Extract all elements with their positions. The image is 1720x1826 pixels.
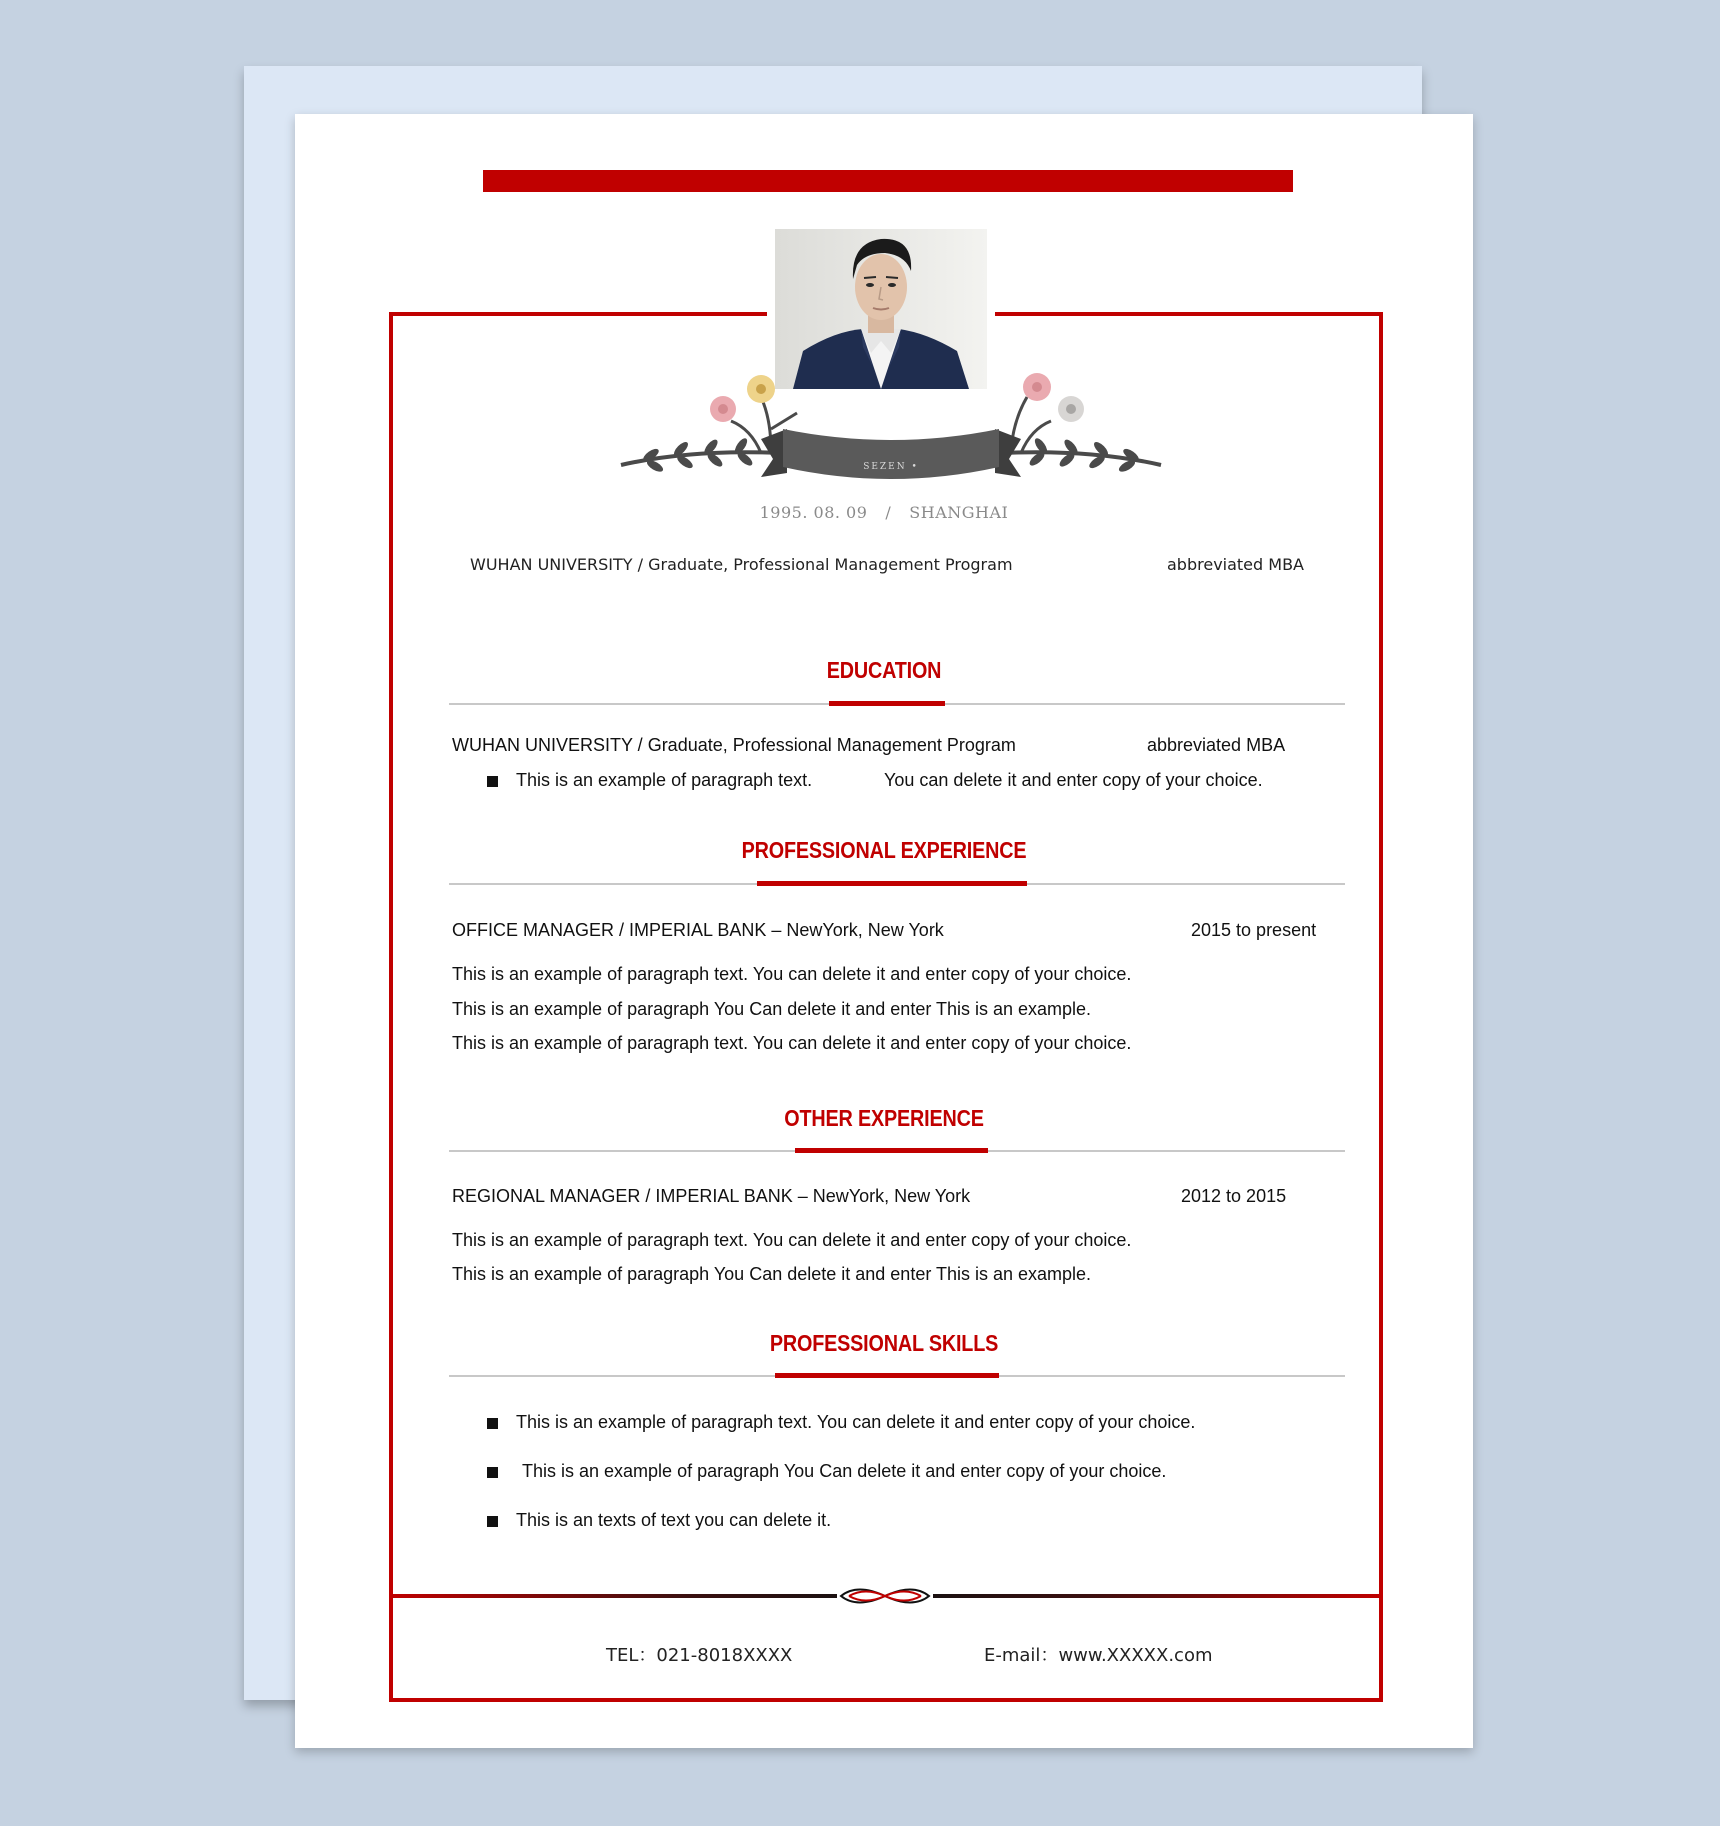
bullet-square bbox=[487, 1467, 498, 1478]
ribbon-text: SEZEN • bbox=[863, 462, 919, 472]
other-line-1: This is an example of paragraph text. You can delete it and enter copy of your choice. bbox=[452, 1230, 1132, 1250]
city: SHANGHAI bbox=[909, 503, 1009, 522]
intro-school: WUHAN UNIVERSITY / Graduate, Professional Management Program bbox=[470, 555, 1013, 574]
floral-ribbon-ornament bbox=[611, 369, 1171, 489]
other-experience-title: OTHER EXPERIENCE bbox=[784, 1105, 984, 1131]
other-line-2: This is an example of paragraph You Can delete it and enter This is an example. bbox=[452, 1264, 1092, 1284]
tel-number: 021-8018XXXX bbox=[656, 1645, 793, 1666]
email-address: www.XXXXX.com bbox=[1058, 1645, 1213, 1666]
bullet-square bbox=[487, 1418, 498, 1429]
education-detail-a: This is an example of paragraph text. bbox=[516, 770, 813, 790]
professional-skills-rule-accent bbox=[775, 1373, 999, 1378]
professional-position: OFFICE MANAGER / IMPERIAL BANK – NewYork, New York bbox=[452, 920, 944, 940]
other-position: REGIONAL MANAGER / IMPERIAL BANK – NewYork, New York bbox=[452, 1186, 971, 1206]
resume-page bbox=[295, 114, 1473, 1748]
education-rule-accent bbox=[829, 701, 945, 706]
education-school: WUHAN UNIVERSITY / Graduate, Professional Management Program bbox=[452, 735, 1016, 755]
footer-email bbox=[984, 1641, 1213, 1667]
skill-item-2: This is an example of paragraph You Can delete it and enter copy of your choice. bbox=[522, 1461, 1167, 1481]
professional-skills-title: PROFESSIONAL SKILLS bbox=[769, 1330, 999, 1356]
tel-label: TEL： bbox=[606, 1645, 657, 1666]
professional-experience-rule-accent bbox=[757, 881, 1027, 886]
other-period: 2012 to 2015 bbox=[1181, 1186, 1287, 1206]
education-title: EDUCATION bbox=[826, 657, 942, 683]
flourish-ornament bbox=[837, 1581, 933, 1611]
birth-and-city bbox=[295, 503, 1473, 522]
education-detail-b: You can delete it and enter copy of your choice. bbox=[884, 770, 1263, 790]
birth-date: 1995. 08. 09 bbox=[759, 503, 868, 522]
top-accent-bar bbox=[483, 170, 1293, 192]
bullet-square bbox=[487, 776, 498, 787]
meta-separator: / bbox=[885, 503, 892, 522]
professional-line-2: This is an example of paragraph You Can delete it and enter This is an example. bbox=[452, 999, 1092, 1019]
other-experience-rule-accent bbox=[795, 1148, 988, 1153]
email-label: E-mail： bbox=[984, 1645, 1059, 1666]
professional-line-3: This is an example of paragraph text. You can delete it and enter copy of your choice. bbox=[452, 1033, 1132, 1053]
education-degree: abbreviated MBA bbox=[1147, 735, 1286, 755]
footer-phone bbox=[606, 1641, 792, 1667]
professional-experience-title: PROFESSIONAL EXPERIENCE bbox=[741, 837, 1027, 863]
intro-degree: abbreviated MBA bbox=[1167, 555, 1304, 574]
bullet-square bbox=[487, 1516, 498, 1527]
skill-item-3: This is an texts of text you can delete it. bbox=[516, 1510, 832, 1530]
professional-line-1: This is an example of paragraph text. You can delete it and enter copy of your choice. bbox=[452, 964, 1132, 984]
professional-period: 2015 to present bbox=[1191, 920, 1317, 940]
skill-item-1: This is an example of paragraph text. You can delete it and enter copy of your choice. bbox=[516, 1412, 1196, 1432]
